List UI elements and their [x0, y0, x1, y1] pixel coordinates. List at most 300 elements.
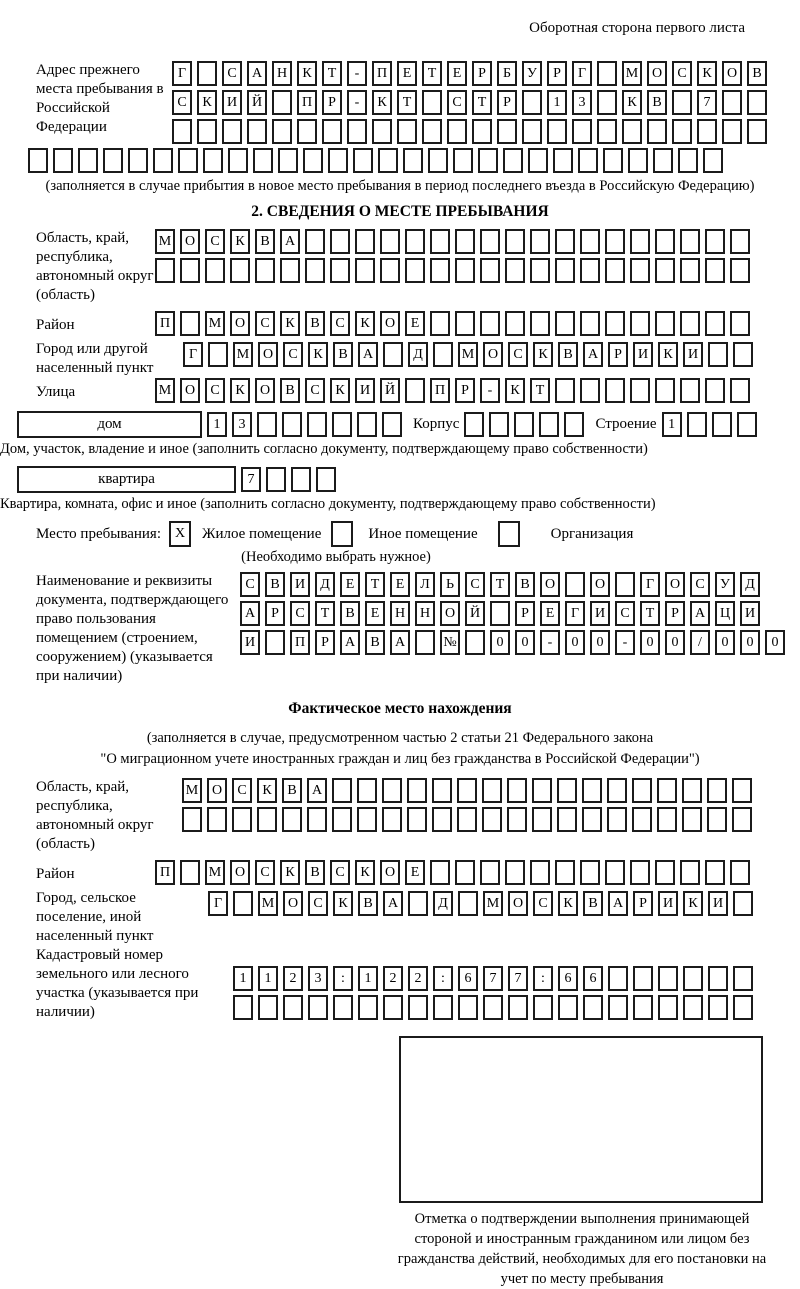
char-cell: К [333, 891, 353, 916]
char-cell [415, 630, 435, 655]
char-cell: : [433, 966, 453, 991]
char-row [28, 148, 800, 173]
district-row [36, 311, 800, 340]
char-cell [382, 807, 402, 832]
char-cell [355, 258, 375, 283]
char-cell: 3 [572, 90, 592, 115]
char-cell: Р [515, 601, 535, 626]
char-cell: М [622, 61, 642, 86]
char-cell [633, 995, 653, 1020]
char-cell: X [169, 521, 191, 547]
char-cell [490, 601, 510, 626]
actual-location-caption-line1: (заполняется в случае, предусмотренном частью 2 статьи 21 Федерального закона [146, 730, 654, 746]
actual-city-row [36, 889, 800, 946]
char-cell: В [305, 860, 325, 885]
char-cell: С [172, 90, 192, 115]
char-cell [480, 311, 500, 336]
char-cell [555, 311, 575, 336]
char-cell [733, 966, 753, 991]
char-row [155, 258, 755, 283]
char-cell [203, 148, 223, 173]
char-row [172, 119, 772, 144]
char-cell [480, 258, 500, 283]
char-cell: К [533, 342, 553, 367]
char-cell [455, 229, 475, 254]
char-cell: И [683, 342, 703, 367]
confirmation-stamp-caption: Отметка о подтверждении выполнения принимающей стороной и иностранным гражданином или лицом без гражданства действий, необходимых для его постановки на учет по месту пребывания [397, 1211, 767, 1287]
char-cell [747, 119, 767, 144]
char-cell: Е [405, 860, 425, 885]
char-cell: К [230, 378, 250, 403]
char-cell: К [257, 778, 277, 803]
char-cell [680, 860, 700, 885]
char-cell: 1 [258, 966, 278, 991]
char-cell: 2 [283, 966, 303, 991]
char-cell [508, 995, 528, 1020]
char-cell [205, 258, 225, 283]
char-row [207, 412, 407, 437]
char-cell [408, 995, 428, 1020]
char-row [464, 412, 589, 437]
char-cell: И [708, 891, 728, 916]
stay-type-option-other: Иное помещение [368, 525, 478, 542]
char-cell [407, 778, 427, 803]
char-row [172, 90, 772, 115]
char-cell: С [205, 229, 225, 254]
char-cell [557, 807, 577, 832]
char-cell: Р [472, 61, 492, 86]
char-cell: С [330, 311, 350, 336]
char-cell: 6 [583, 966, 603, 991]
char-cell [383, 995, 403, 1020]
char-cell: Р [608, 342, 628, 367]
char-cell: В [255, 229, 275, 254]
char-cell [528, 148, 548, 173]
char-cell [380, 229, 400, 254]
actual-district-label: Район [36, 866, 75, 882]
char-cell: И [590, 601, 610, 626]
char-cell [522, 90, 542, 115]
char-cell [472, 119, 492, 144]
actual-region-group [36, 778, 800, 854]
char-cell: 1 [662, 412, 682, 437]
char-cell: А [608, 891, 628, 916]
char-cell [197, 61, 217, 86]
city-row [36, 340, 800, 378]
actual-location-caption-line2: "О миграционном учете иностранных граждан и лиц без гражданства в Российской Федерации") [100, 751, 700, 767]
char-cell [530, 258, 550, 283]
stroenie-label: Строение [595, 416, 657, 432]
char-cell [331, 521, 353, 547]
char-cell [103, 148, 123, 173]
char-cell [353, 148, 373, 173]
char-cell [332, 778, 352, 803]
char-cell: Е [540, 601, 560, 626]
char-cell: М [182, 778, 202, 803]
region-label: Область, край, республика, автономный округ (область) [36, 230, 154, 303]
char-cell: О [230, 311, 250, 336]
char-cell [272, 119, 292, 144]
char-cell: Д [740, 572, 760, 597]
char-cell: А [307, 778, 327, 803]
char-cell: Т [322, 61, 342, 86]
char-cell: 2 [408, 966, 428, 991]
char-cell [291, 467, 311, 492]
char-cell [283, 995, 303, 1020]
char-cell: И [633, 342, 653, 367]
char-cell [407, 807, 427, 832]
char-cell: Г [640, 572, 660, 597]
char-cell: Й [380, 378, 400, 403]
char-cell [632, 778, 652, 803]
char-cell [672, 119, 692, 144]
char-cell: Р [547, 61, 567, 86]
char-cell: 0 [715, 630, 735, 655]
char-cell: Р [455, 378, 475, 403]
char-cell [597, 61, 617, 86]
char-cell: - [480, 378, 500, 403]
char-cell: - [347, 61, 367, 86]
char-cell: 0 [590, 630, 610, 655]
char-cell [505, 258, 525, 283]
char-cell [583, 995, 603, 1020]
char-cell [282, 412, 302, 437]
actual-region-cells [182, 778, 757, 836]
char-cell: 7 [508, 966, 528, 991]
char-cell [507, 807, 527, 832]
char-cell [682, 778, 702, 803]
char-cell [78, 148, 98, 173]
char-cell: 6 [558, 966, 578, 991]
char-cell [597, 90, 617, 115]
actual-region-label: Область, край, республика, автономный округ (область) [36, 779, 154, 852]
char-cell [705, 229, 725, 254]
char-cell [655, 860, 675, 885]
char-cell: 3 [308, 966, 328, 991]
char-cell: К [297, 61, 317, 86]
char-cell [357, 412, 377, 437]
char-cell: С [330, 860, 350, 885]
prev-address-label: Адрес прежнего места пребывания в Российской Федерации [36, 62, 164, 135]
char-cell: В [647, 90, 667, 115]
char-row [155, 229, 755, 254]
char-cell: М [205, 311, 225, 336]
char-cell: Т [490, 572, 510, 597]
char-cell: П [155, 311, 175, 336]
char-cell [582, 778, 602, 803]
char-cell: В [282, 778, 302, 803]
char-cell [278, 148, 298, 173]
char-cell [305, 229, 325, 254]
char-cell: М [258, 891, 278, 916]
char-cell: Д [315, 572, 335, 597]
char-cell: В [747, 61, 767, 86]
char-cell [683, 966, 703, 991]
char-cell [630, 311, 650, 336]
char-cell [222, 119, 242, 144]
char-cell [180, 860, 200, 885]
char-cell [182, 807, 202, 832]
char-cell: Е [340, 572, 360, 597]
street-row [36, 378, 800, 407]
char-cell: Т [422, 61, 442, 86]
char-row [240, 630, 790, 655]
char-row [233, 966, 758, 991]
char-cell [482, 807, 502, 832]
char-cell: С [222, 61, 242, 86]
char-cell [180, 258, 200, 283]
char-cell [615, 572, 635, 597]
char-cell: С [672, 61, 692, 86]
char-cell [503, 148, 523, 173]
char-cell [305, 258, 325, 283]
char-cell: П [290, 630, 310, 655]
char-cell [605, 229, 625, 254]
char-cell [397, 119, 417, 144]
char-cell: Е [365, 601, 385, 626]
char-cell: О [255, 378, 275, 403]
char-cell [683, 995, 703, 1020]
char-cell: И [222, 90, 242, 115]
char-cell [153, 148, 173, 173]
char-cell: О [380, 860, 400, 885]
char-cell [232, 807, 252, 832]
char-cell [730, 258, 750, 283]
char-cell: С [240, 572, 260, 597]
char-cell [607, 778, 627, 803]
char-cell [255, 258, 275, 283]
char-cell [458, 995, 478, 1020]
char-cell [597, 119, 617, 144]
char-cell: Л [415, 572, 435, 597]
char-cell: К [280, 860, 300, 885]
house-row [17, 411, 800, 438]
char-cell [53, 148, 73, 173]
char-cell [705, 860, 725, 885]
char-cell: Т [530, 378, 550, 403]
apartment-row [17, 466, 800, 493]
char-cell: Г [565, 601, 585, 626]
char-cell: Г [208, 891, 228, 916]
apartment-caption: Квартира, комната, офис и иное (заполнить согласно документу, подтверждающему право собственности) [0, 496, 656, 512]
char-cell [705, 258, 725, 283]
char-cell [282, 807, 302, 832]
char-cell [455, 258, 475, 283]
char-row [183, 342, 758, 367]
char-cell: В [558, 342, 578, 367]
char-cell: К [697, 61, 717, 86]
char-cell [707, 807, 727, 832]
char-cell [657, 778, 677, 803]
char-cell: В [333, 342, 353, 367]
stay-type-label: Место пребывания: [36, 525, 161, 542]
char-cell: С [465, 572, 485, 597]
char-cell [730, 378, 750, 403]
stay-type-row [36, 521, 800, 547]
char-cell [705, 311, 725, 336]
char-cell: С [305, 378, 325, 403]
char-cell: Е [397, 61, 417, 86]
stay-type-checkbox-other [331, 521, 358, 547]
char-cell: О [258, 342, 278, 367]
char-cell: О [722, 61, 742, 86]
char-cell: К [558, 891, 578, 916]
char-row [241, 467, 341, 492]
char-cell: О [540, 572, 560, 597]
char-cell [633, 966, 653, 991]
char-cell [405, 258, 425, 283]
char-cell [605, 311, 625, 336]
char-cell: С [283, 342, 303, 367]
char-cell [678, 148, 698, 173]
char-cell: И [290, 572, 310, 597]
char-cell [680, 258, 700, 283]
char-cell: О [180, 378, 200, 403]
char-cell: И [740, 601, 760, 626]
char-row [172, 61, 772, 86]
document-group [36, 572, 800, 686]
char-cell: 1 [233, 966, 253, 991]
char-cell [532, 778, 552, 803]
char-cell: П [297, 90, 317, 115]
char-cell [747, 90, 767, 115]
char-cell: 1 [207, 412, 227, 437]
char-cell [422, 90, 442, 115]
char-cell: В [265, 572, 285, 597]
prev-address-cells [172, 61, 772, 148]
char-cell [328, 148, 348, 173]
char-cell [533, 995, 553, 1020]
char-cell [507, 778, 527, 803]
char-cell [347, 119, 367, 144]
char-cell [712, 412, 732, 437]
char-cell: К [622, 90, 642, 115]
confirmation-stamp-box [399, 1036, 763, 1203]
char-cell: С [508, 342, 528, 367]
char-cell: С [447, 90, 467, 115]
char-cell: И [355, 378, 375, 403]
char-cell: В [358, 891, 378, 916]
char-cell [580, 258, 600, 283]
char-cell: / [690, 630, 710, 655]
char-cell: : [533, 966, 553, 991]
char-cell [572, 119, 592, 144]
char-cell [730, 311, 750, 336]
char-cell [582, 807, 602, 832]
char-cell [722, 119, 742, 144]
char-cell: 0 [565, 630, 585, 655]
char-cell: Е [405, 311, 425, 336]
char-cell: Н [272, 61, 292, 86]
char-cell [207, 807, 227, 832]
char-cell [428, 148, 448, 173]
char-cell [539, 412, 559, 437]
char-cell [430, 229, 450, 254]
document-cells [240, 572, 790, 659]
char-cell [708, 966, 728, 991]
char-cell: - [540, 630, 560, 655]
char-cell: 2 [383, 966, 403, 991]
char-cell [630, 258, 650, 283]
char-cell [630, 378, 650, 403]
char-row [240, 572, 790, 597]
char-cell [522, 119, 542, 144]
char-cell [297, 119, 317, 144]
char-cell: 7 [697, 90, 717, 115]
char-cell [605, 860, 625, 885]
char-cell [730, 860, 750, 885]
char-cell: В [583, 891, 603, 916]
char-cell: Т [315, 601, 335, 626]
char-cell [498, 521, 520, 547]
char-cell [430, 311, 450, 336]
stay-type-checkbox-residential [169, 521, 196, 547]
char-cell: К [355, 311, 375, 336]
char-cell [128, 148, 148, 173]
char-cell [580, 229, 600, 254]
char-cell [180, 311, 200, 336]
char-cell: 0 [490, 630, 510, 655]
char-cell [732, 778, 752, 803]
char-cell: А [280, 229, 300, 254]
char-cell: Р [497, 90, 517, 115]
char-cell [382, 412, 402, 437]
char-cell [265, 630, 285, 655]
char-cell: 0 [665, 630, 685, 655]
char-cell [682, 807, 702, 832]
char-cell [730, 229, 750, 254]
char-cell [455, 311, 475, 336]
char-cell: К [308, 342, 328, 367]
char-cell [257, 807, 277, 832]
char-cell: С [533, 891, 553, 916]
char-cell: К [280, 311, 300, 336]
char-cell [632, 807, 652, 832]
char-cell: К [355, 860, 375, 885]
char-cell: 6 [458, 966, 478, 991]
char-cell: Т [640, 601, 660, 626]
char-cell [247, 119, 267, 144]
char-cell [553, 148, 573, 173]
char-cell [208, 342, 228, 367]
char-cell [707, 778, 727, 803]
char-cell: О [230, 860, 250, 885]
char-cell: 0 [515, 630, 535, 655]
korpus-label: Корпус [413, 416, 460, 432]
char-cell [608, 995, 628, 1020]
char-cell: У [522, 61, 542, 86]
char-cell [497, 119, 517, 144]
char-cell [330, 229, 350, 254]
char-cell [432, 807, 452, 832]
char-cell [408, 891, 428, 916]
char-cell [514, 412, 534, 437]
char-cell [737, 412, 757, 437]
char-cell [558, 995, 578, 1020]
char-cell [733, 995, 753, 1020]
street-label: Улица [36, 384, 76, 400]
char-cell [333, 995, 353, 1020]
char-cell [722, 90, 742, 115]
char-cell: А [583, 342, 603, 367]
char-cell [430, 258, 450, 283]
char-cell: С [255, 311, 275, 336]
char-cell [303, 148, 323, 173]
char-cell [630, 229, 650, 254]
prev-address-caption: (заполняется в случае прибытия в новое место пребывания в период последнего въезда в Российскую Федерацию) [45, 178, 755, 194]
char-cell [564, 412, 584, 437]
char-cell [253, 148, 273, 173]
